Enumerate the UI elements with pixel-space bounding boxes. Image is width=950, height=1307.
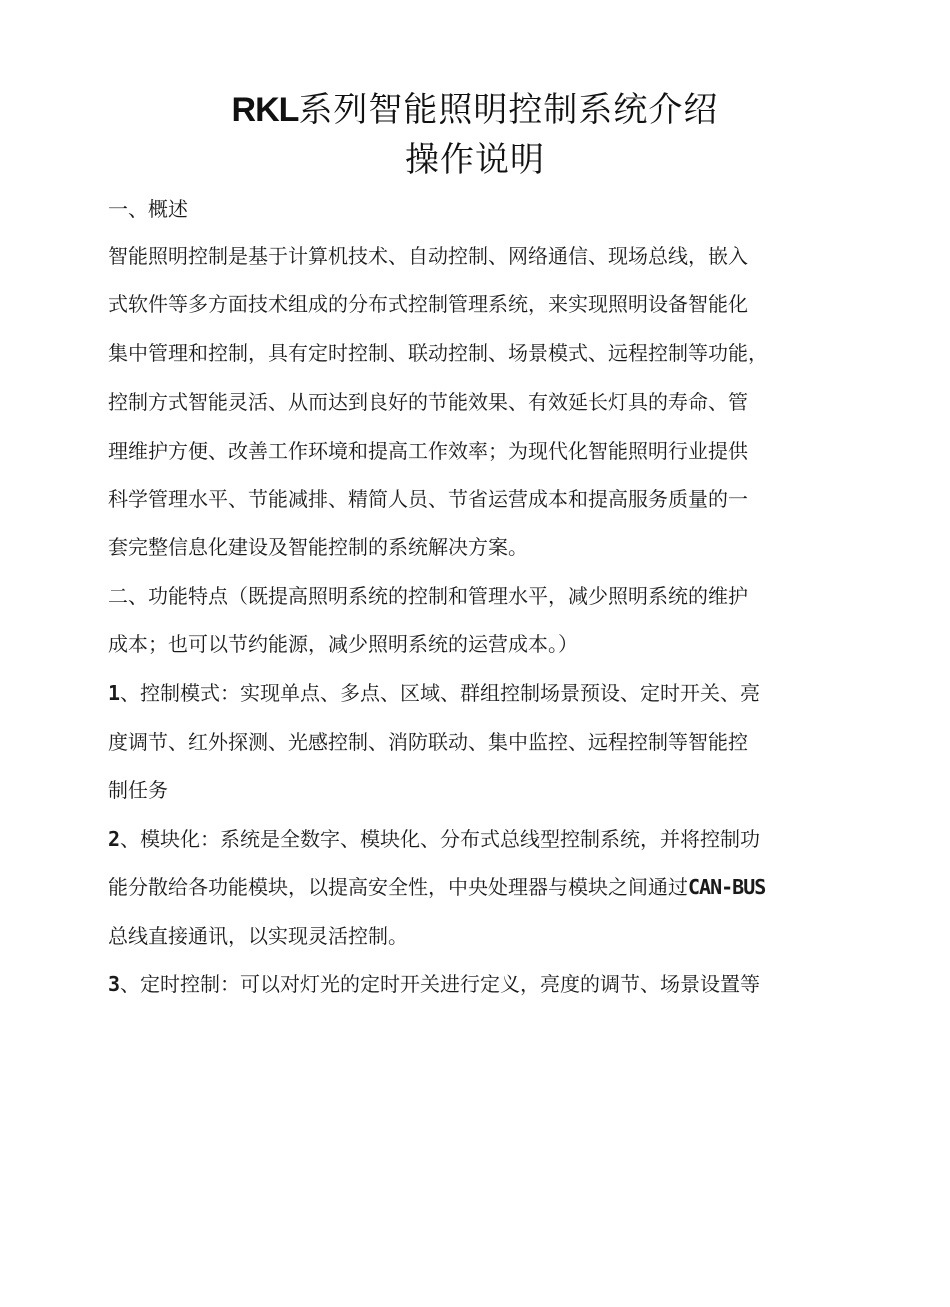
feature-text: 、定时控制：可以对灯光的定时开关进行定义，亮度的调节、场景设置等 [120,972,761,996]
section-2-heading-continued: 成本；也可以节约能源，减少照明系统的运营成本。） [108,632,578,656]
overview-paragraph-line: 科学管理水平、节能减排、精简人员、节省运营成本和提高服务质量的一 [108,487,748,511]
section-1-heading: 一、概述 [108,197,188,221]
feature-text: 、模块化：系统是全数字、模块化、分布式总线型控制系统，并将控制功 [120,827,761,851]
feature-item-2-continued: 总线直接通讯，以实现灵活控制。 [108,924,408,948]
document-subtitle: 操作说明 [405,140,545,180]
overview-paragraph-line: 智能照明控制是基于计算机技术、自动控制、网络通信、现场总线，嵌入 [108,244,748,268]
can-bus-term: CAN-BUS [688,875,766,899]
feature-item-3 [108,970,828,998]
overview-paragraph-line: 式软件等多方面技术组成的分布式控制管理系统，来实现照明设备智能化 [108,292,748,316]
overview-paragraph-line: 理维护方便、改善工作环境和提高工作效率；为现代化智能照明行业提供 [108,439,748,463]
feature-item-2-continued [108,873,828,901]
title-main-text: 系列智能照明控制系统介绍 [298,90,719,130]
overview-paragraph-line: 控制方式智能灵活、从而达到良好的节能效果、有效延长灯具的寿命、管 [108,390,748,414]
feature-text: 、控制模式：实现单点、多点、区域、群组控制场景预设、定时开关、亮 [120,681,761,705]
feature-item-1-continued: 度调节、红外探测、光感控制、消防联动、集中监控、远程控制等智能控 [108,730,748,754]
document-title [0,82,950,131]
feature-number: 2 [108,827,121,851]
feature-number: 3 [108,972,121,996]
title-product-code: RKL [231,91,299,129]
section-2-heading: 二、功能特点（既提高照明系统的控制和管理水平，减少照明系统的维护 [108,584,748,608]
feature-item-2 [108,825,828,853]
feature-number: 1 [108,681,121,705]
overview-paragraph-line: 集中管理和控制，具有定时控制、联动控制、场景模式、远程控制等功能， [108,341,768,365]
overview-paragraph-line: 套完整信息化建设及智能控制的系统解决方案。 [108,535,528,559]
feature-item-1-continued: 制任务 [108,778,168,802]
feature-text: 能分散给各功能模块，以提高安全性，中央处理器与模块之间通过 [108,875,688,899]
feature-item-1 [108,679,828,707]
